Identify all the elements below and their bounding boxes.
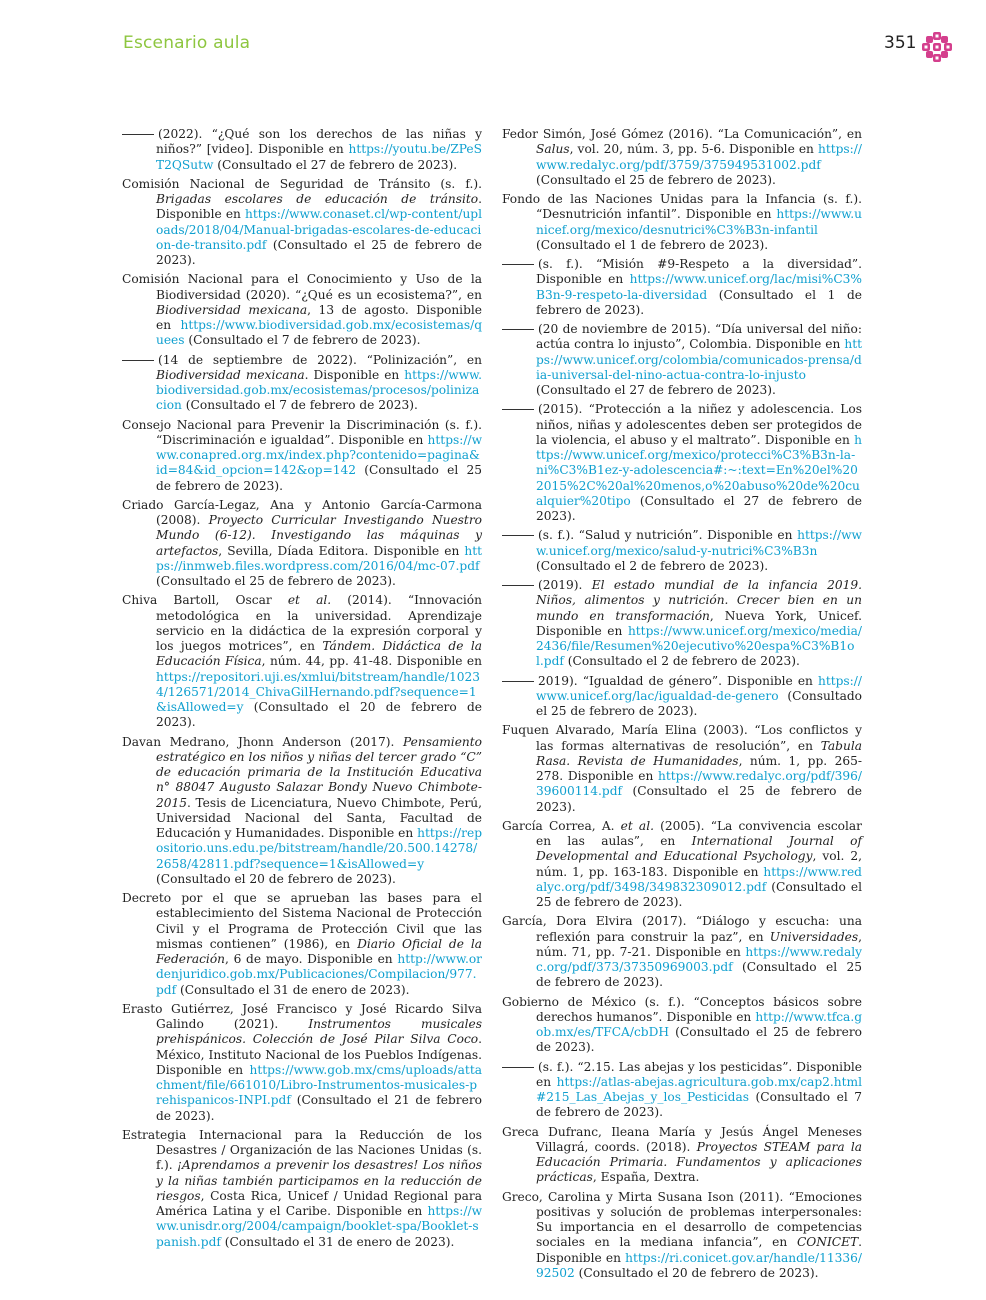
reference-entry [502,723,862,815]
reference-text: (14 de septiembre de 2022). “Polinización”, en [158,352,482,367]
reference-text: García Correa, A. [502,818,621,833]
reference-link[interactable]: https://www.conapred.org.mx/index.php?contenido=pagina&id=84&id_opcion=142&op=142 [156,432,482,478]
reference-text: Greca Dufranc, Ileana María y Jesús Ángel Meneses Villagrá, coords. (2018). [502,1124,862,1154]
reference-entry [122,1002,482,1124]
reference-text: (Consultado el 27 de febrero de 2023). [536,383,776,397]
section-title: Escenario aula [123,33,251,53]
reference-entry [502,578,862,670]
reference-link[interactable]: https://www.unicef.org/mexico/desnutrici%C3%B3n-infantil [536,207,862,237]
repeated-author-dash [502,264,534,265]
reference-text: Criado García-Legaz, Ana y Antonio García-Carmona (2008). [122,497,482,527]
reference-text: , núm. 1, pp. 265-278. Disponible en [536,753,862,783]
reference-text: (2014). “Innovación metodológica en la universidad. Aprendizaje servicio en la didáctica de la expresión corporal y los juegos motrices”, en [156,593,482,653]
reference-link[interactable]: https://www.biodiversidad.gob.mx/ecosistemas/procesos/polinizacion [156,367,482,413]
reference-text: (Consultado el 20 de febrero de 2023). [156,700,482,730]
reference-title-italic: Pensamiento estratégico en los niños y niñas del tercer grado “C” de educación primaria de la Institución Educativa n° 88047 Augusto Salazar Bondy Nuevo Chimbote-2015 [156,734,482,810]
reference-link[interactable]: https://www.conaset.cl/wp-content/uploads/2018/04/Manual-brigadas-escolares-de-educacion-de-transito.pdf [156,207,482,252]
reference-title-italic: Brigadas escolares de educación de tránsito [156,192,479,206]
reference-text: (2019). [538,578,592,592]
reference-text: (20 de noviembre de 2015). “Día universal del niño: actúa contra lo injusto”, Colombia. Disponible en [536,322,862,352]
reference-title-italic: CONICET [796,1235,859,1250]
reference-entry [502,995,862,1056]
reference-text: , España, Dextra. [592,1170,700,1185]
reference-text: , Nueva York, Unicef. Disponible en [536,608,862,638]
reference-entry [502,322,862,398]
reference-text: (Consultado el 25 de febrero de 2023). [156,463,482,493]
reference-entry [502,1190,862,1282]
reference-text: (Consultado el 27 de febrero de 2023). [536,493,862,523]
reference-text: (Consultado el 25 de febrero de 2023). [156,574,396,588]
reference-text: Fedor Simón, José Gómez (2016). “La Comunicación”, en [502,127,862,141]
reference-text: (Consultado el 31 de enero de 2023). [220,1234,455,1249]
reference-text: Comisión Nacional de Seguridad de Tránsito (s. f.). [122,176,482,191]
reference-text: (Consultado el 7 de febrero de 2023). [536,1090,862,1120]
reference-text: . Disponible en [156,192,482,222]
reference-entry [122,498,482,590]
repeated-author-dash [502,329,534,330]
reference-text: (Consultado el 25 de febrero de 2023). [536,784,862,814]
reference-text: (Consultado el 20 de febrero de 2023). [574,1265,819,1280]
reference-link[interactable]: https://www.unicef.org/colombia/comunicados-prensa/dia-universal-del-nino-actua-contra-lo-injusto [536,337,862,382]
reference-title-italic: Salus [536,142,570,157]
reference-entry [502,127,862,188]
reference-entry [502,1125,862,1186]
reference-text: Erasto Gutiérrez, José Francisco y José Ricardo Silva Galindo (2021). [122,1001,482,1031]
reference-link[interactable]: http://www.ordenjuridico.gob.mx/Publicaciones/Compilacion/977.pdf [156,952,482,997]
reference-text: (s. f.). “Misión #9-Respeto a la diversidad”. Disponible en [536,257,862,287]
reference-text: . Tesis de Licenciatura, Nuevo Chimbote, Perú, Universidad Nacional del Santa, Facultad de Educación y Humanidades. Disponible en [156,795,482,840]
reference-entry [122,418,482,494]
reference-text: , Costa Rica, Unicef / Unidad Regional para América Latina y el Caribe. Disponible en [156,1188,482,1218]
reference-text: (Consultado el 25 de febrero de 2023). [536,1025,862,1055]
reference-entry [502,1060,862,1121]
repeated-author-dash [502,1067,534,1068]
reference-text: Davan Medrano, Jhonn Anderson (2017). [122,734,403,749]
reference-text: (Consultado el 25 de febrero de 2023). [536,688,862,718]
reference-link[interactable]: https://www.biodiversidad.gob.mx/ecosistemas/quees [156,318,482,348]
reference-text: . Disponible en [304,367,405,382]
reference-entry [122,1128,482,1250]
reference-entry [122,593,482,730]
reference-title-italic: Proyectos STEAM para la Educación Primaria. Fundamentos y aplicaciones prácticas [536,1139,862,1185]
reference-link[interactable]: https://www.unicef.org/mexico/protecci%C3%B3n-la-ni%C3%B1ez-y-adolescencia#:~:text=En%20el%202015%2C%20al%20menos,o%20abuso%20de%20cualquier%20tipo [536,432,862,508]
reference-text: Fondo de las Naciones Unidas para la Infancia (s. f.). “Desnutrición infantil”. Disponible en [502,192,862,222]
reference-entry [502,528,862,574]
reference-link[interactable]: https://www.unicef.org/mexico/salud-y-nutrici%C3%B3n [536,528,862,558]
reference-text: , vol. 2, núm. 1, pp. 163-183. Disponible en [536,849,862,879]
reference-text: (Consultado el 21 de febrero de 2023). [156,1093,482,1123]
reference-text: (s. f.). “Salud y nutrición”. Disponible en [538,528,798,543]
reference-link[interactable]: https://repositorio.uns.edu.pe/bitstream/handle/20.500.14278/2658/42811.pdf?sequence=1&isAllowed=y [156,826,482,871]
reference-title-italic: Instrumentos musicales prehispánicos. Colección de José Pilar Silva Coco [156,1017,482,1047]
reference-text: Greco, Carolina y Mirta Susana Ison (2011). “Emociones positivas y solución de problemas interpersonales: Su importancia en el desarrollo de competencias sociales en la mediana infancia”, en [502,1189,862,1250]
reference-title-italic: et al. [620,818,654,833]
reference-title-italic: Biodiversidad mexicana [156,302,308,317]
reference-text: (Consultado el 20 de febrero de 2023). [156,871,396,886]
reference-text: (Consultado el 25 de febrero de 2023). [536,960,862,990]
reference-text: Estrategia Internacional para la Reducción de los Desastres / Organización de las Naciones Unidas (s. f.). [122,1127,482,1173]
reference-text: (2005). “La convivencia escolar en las aulas”, en [536,818,862,848]
reference-text: (Consultado el 25 de febrero de 2023). [156,237,482,267]
reference-text: (Consultado el 2 de febrero de 2023). [536,558,769,573]
ornament-logo-icon [921,31,953,63]
reference-text: (2015). “Protección a la niñez y adolescencia. Los niños, niñas y adolescentes deben ser protegidos de la violencia, el abuso y el maltrato”. Disponible en [536,402,862,447]
reference-text: (Consultado el 27 de febrero de 2023). [213,157,458,172]
reference-entry [502,674,862,720]
references-left-column [122,127,482,1254]
reference-link[interactable]: https://www.unicef.org/lac/igualdad-de-genero [536,673,862,703]
repeated-author-dash [502,585,534,586]
reference-title-italic: Diario Oficial de la Federación [156,936,483,966]
reference-title-italic: Universidades [769,929,859,944]
references-right-column [502,127,862,1285]
reference-title-italic: International Journal of Developmental and Educational Psychology [536,834,862,864]
reference-text: Chiva Bartoll, Oscar [122,593,288,608]
reference-text: (Consultado el 25 de febrero de 2023). [536,172,776,187]
reference-text: Fuquen Alvarado, María Elina (2003). “Los conflictos y las formas alternativas de resolución”, en [502,723,862,753]
reference-text: (Consultado el 1 de febrero de 2023). [536,237,769,252]
reference-text: (Consultado el 25 de febrero de 2023). [536,879,862,909]
reference-link[interactable]: https://www.unisdr.org/2004/campaign/booklet-spa/Booklet-spanish.pdf [156,1204,482,1249]
reference-text: , Sevilla, Díada Editora. Disponible en [218,543,465,558]
reference-text: (Consultado el 1 de febrero de 2023). [536,287,862,317]
reference-text: (2022). “¿Qué son los derechos de las niñas y niños?” [video]. Disponible en [156,127,482,157]
reference-text: , 13 de agosto. Disponible en [156,302,482,332]
reference-text: Decreto por el que se aprueban las bases para el establecimiento del Sistema Nacional de Protección Civil y el Programa de Protección Civil que las mismas contienen” (1986), en [122,891,482,951]
reference-title-italic: El estado mundial de la infancia 2019. Niños, alimentos y nutrición. Crecer bien en un mundo en transformación [536,578,863,623]
reference-title-italic: Tándem. Didáctica de la Educación Física [156,639,482,669]
reference-title-italic: Tabula Rasa. Revista de Humanidades [536,738,862,768]
reference-text: , vol. 20, núm. 3, pp. 5-6. Disponible en [569,142,818,157]
reference-link[interactable]: https://www.redalyc.org/pdf/373/37350969003.pdf [536,944,862,974]
reference-link[interactable]: https://www.redalyc.org/pdf/396/39600114.pdf [536,769,862,799]
reference-text: (s. f.). “2.15. Las abejas y los pesticidas”. Disponible en [536,1059,862,1089]
reference-link[interactable]: https://www.unicef.org/lac/misi%C3%B3n-9-respeto-la-diversidad [536,272,862,302]
reference-text: . México, Instituto Nacional de los Pueblos Indígenas. Disponible en [156,1032,482,1077]
reference-entry [122,353,482,414]
repeated-author-dash [502,535,534,536]
reference-entry [502,914,862,990]
reference-link[interactable]: https://www.gob.mx/cms/uploads/attachment/file/661010/Libro-Instrumentos-musicales-prehispanicos-INPI.pdf [156,1062,482,1108]
reference-text: Gobierno de México (s. f.). “Conceptos básicos sobre derechos humanos”. Disponible en [502,994,862,1024]
reference-text: Consejo Nacional para Prevenir la Discriminación (s. f.). “Discriminación e igualdad”. Disponible en [122,417,482,447]
repeated-author-dash [502,681,534,682]
reference-entry [122,891,482,998]
repeated-author-dash [122,134,154,135]
reference-entry [502,402,862,524]
reference-text: , 6 de mayo. Disponible en [225,952,398,966]
page-number: 351 [884,33,917,53]
reference-title-italic: Proyecto Curricular Investigando Nuestro Mundo (6-12). Investigando las máquinas y artefactos [156,513,482,558]
reference-link[interactable]: https://www.redalyc.org/pdf/3498/349832309012.pdf [536,864,862,894]
reference-entry [122,177,482,269]
reference-title-italic: Biodiversidad mexicana [156,367,305,382]
reference-link[interactable]: http://www.tfca.gob.mx/es/TFCA/cbDH [536,1009,862,1039]
repeated-author-dash [122,360,154,361]
reference-link[interactable]: https://www.redalyc.org/pdf/3759/375949531002.pdf [536,142,862,172]
reference-text: García, Dora Elvira (2017). “Diálogo y escucha: una reflexión para construir la paz”, en [502,914,862,944]
reference-text: (Consultado el 31 de enero de 2023). [176,982,410,997]
reference-entry [122,127,482,173]
reference-text: . Disponible en [536,1235,862,1265]
reference-text: , núm. 44, pp. 41-48. Disponible en [261,654,482,669]
reference-text: (Consultado el 7 de febrero de 2023). [184,333,421,348]
reference-text: , núm. 71, pp. 7-21. Disponible en [536,929,862,959]
reference-text: Comisión Nacional para el Conocimiento y Uso de la Biodiversidad (2020). “¿Qué es un ecosistema?”, en [122,272,482,302]
reference-entry [502,192,862,253]
reference-text: 2019). “Igualdad de género”. Disponible en [538,673,818,688]
reference-entry [122,272,482,348]
reference-text: (Consultado el 7 de febrero de 2023). [181,398,418,413]
reference-link[interactable]: https://atlas-abejas.agricultura.gob.mx/cap2.html#215_Las_Abejas_y_los_Pesticidas [536,1074,862,1104]
reference-title-italic: et al. [287,593,332,608]
reference-link[interactable]: https://repositori.uji.es/xmlui/bitstream/handle/10234/126571/2014_ChivaGilHernando.pdf?sequence=1&isAllowed=y [156,669,481,714]
reference-link[interactable]: https://inmweb.files.wordpress.com/2016/04/mc-07.pdf [156,543,482,573]
reference-entry [502,257,862,318]
reference-entry [122,735,482,888]
repeated-author-dash [502,409,534,410]
reference-link[interactable]: https://ri.conicet.gov.ar/handle/11336/92502 [536,1250,862,1280]
reference-link[interactable]: https://youtu.be/ZPeST2QSutw [156,142,482,172]
reference-link[interactable]: https://www.unicef.org/mexico/media/2436/file/Resumen%20ejecutivo%20espa%C3%B1ol.pdf [536,623,862,669]
reference-title-italic: ¡Aprendamos a prevenir los desastres! Los niños y la niñas también participamos en la reducción de riesgos [156,1158,482,1203]
reference-text: (Consultado el 2 de febrero de 2023). [563,654,800,669]
reference-entry [502,819,862,911]
